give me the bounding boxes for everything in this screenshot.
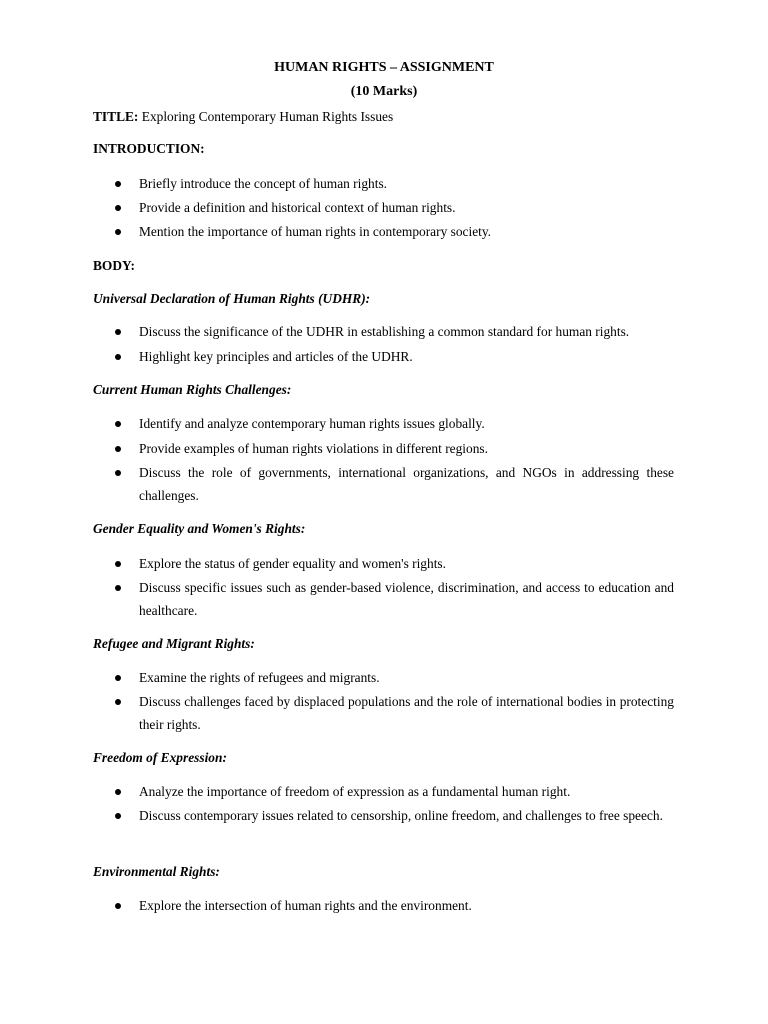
bullet-icon xyxy=(115,329,121,335)
bullet-icon xyxy=(115,903,121,909)
bullet-icon xyxy=(115,699,121,705)
list-item-text: Identify and analyze contemporary human rights issues globally. xyxy=(139,416,485,431)
list-item-text: Analyze the importance of freedom of expression as a fundamental human right. xyxy=(139,784,571,799)
body-heading: BODY: xyxy=(93,258,135,273)
list-item-text: Explore the status of gender equality and women's rights. xyxy=(139,556,446,571)
list-item-text: Provide examples of human rights violations in different regions. xyxy=(139,441,488,456)
list-item-text: Discuss challenges faced by displaced populations and the role of international bodies in protecting their rights. xyxy=(139,694,674,732)
bullet-icon xyxy=(115,561,121,567)
list-item-text: Discuss the significance of the UDHR in establishing a common standard for human rights. xyxy=(139,324,630,339)
list-item-text: Discuss contemporary issues related to censorship, online freedom, and challenges to free speech. xyxy=(139,808,663,823)
section-heading-refugee: Refugee and Migrant Rights: xyxy=(93,636,255,651)
bullet-icon xyxy=(115,229,121,235)
bullet-icon xyxy=(115,813,121,819)
document-marks: (10 Marks) xyxy=(350,84,418,99)
list-item-text: Discuss the role of governments, international organizations, and NGOs in addressing these challenges. xyxy=(139,465,674,503)
list-item-text: Highlight key principles and articles of the UDHR. xyxy=(139,349,413,364)
list-item-text: Briefly introduce the concept of human rights. xyxy=(139,176,388,191)
section-heading-challenges: Current Human Rights Challenges: xyxy=(93,382,292,397)
bullet-icon xyxy=(115,181,121,187)
bullet-icon xyxy=(115,446,121,452)
section-heading-expression: Freedom of Expression: xyxy=(93,750,227,765)
list-item-text: Provide a definition and historical context of human rights. xyxy=(139,200,456,215)
title-text: Exploring Contemporary Human Rights Issues xyxy=(141,109,394,124)
title-label: TITLE: xyxy=(93,109,139,124)
list-item-text: Mention the importance of human rights in contemporary society. xyxy=(139,224,492,239)
bullet-icon xyxy=(115,354,121,360)
section-heading-gender: Gender Equality and Women's Rights: xyxy=(93,521,306,536)
introduction-heading: INTRODUCTION: xyxy=(93,141,205,156)
section-heading-udhr: Universal Declaration of Human Rights (UDHR): xyxy=(93,291,371,306)
list-item-text: Discuss specific issues such as gender-based violence, discrimination, and access to education and healthcare. xyxy=(139,580,674,618)
bullet-icon xyxy=(115,789,121,795)
bullet-icon xyxy=(115,585,121,591)
bullet-icon xyxy=(115,675,121,681)
list-item-text: Examine the rights of refugees and migrants. xyxy=(139,670,380,685)
bullet-icon xyxy=(115,421,121,427)
bullet-icon xyxy=(115,470,121,476)
document-title: HUMAN RIGHTS – ASSIGNMENT xyxy=(274,60,494,75)
bullet-icon xyxy=(115,205,121,211)
section-heading-environment: Environmental Rights: xyxy=(93,864,220,879)
assignment-title-line xyxy=(93,108,675,125)
list-item-text: Explore the intersection of human rights and the environment. xyxy=(139,898,472,913)
